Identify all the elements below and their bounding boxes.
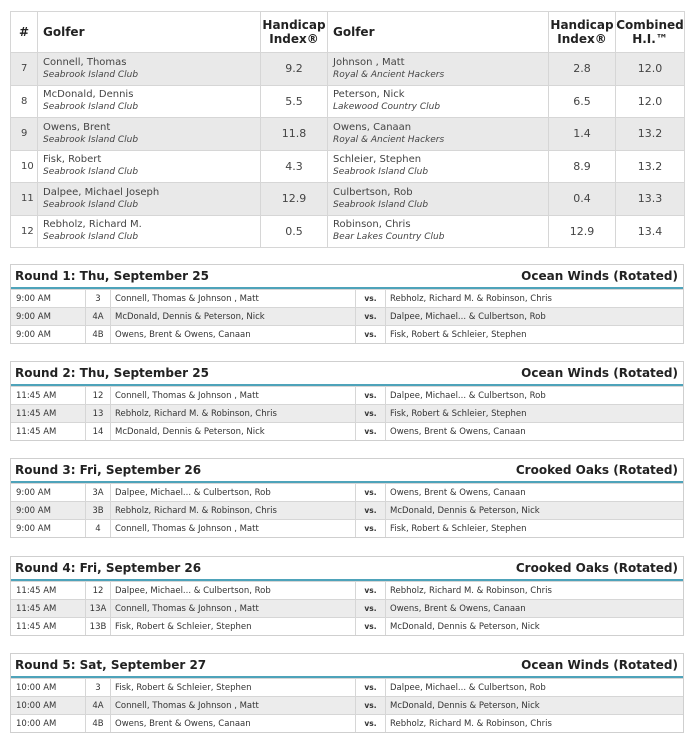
match-row xyxy=(11,714,683,732)
golfer-2-name[interactable]: Schleier, Stephen xyxy=(333,154,422,166)
round-course: Ocean Winds (Rotated) xyxy=(521,366,678,380)
match-row xyxy=(11,519,683,537)
match-hole: 12 xyxy=(86,387,111,404)
col-header-golfer-2: Golfer xyxy=(328,12,549,53)
team-number: 12 xyxy=(11,215,38,248)
match-hole: 4B xyxy=(86,326,111,343)
golfer-1-handicap: 11.8 xyxy=(261,118,328,151)
match-hole: 3A xyxy=(86,484,111,501)
match-row xyxy=(11,483,683,501)
match-team-2[interactable]: McDonald, Dennis & Peterson, Nick xyxy=(390,505,540,516)
golfer-1-name[interactable]: Fisk, Robert xyxy=(43,154,102,166)
round-title: Round 1: Thu, September 25 xyxy=(15,269,209,283)
combined-handicap: 13.4 xyxy=(616,215,685,248)
golfer-2-cell xyxy=(328,118,549,151)
match-hole: 13A xyxy=(86,600,111,617)
round-1-panel xyxy=(10,264,684,344)
golfer-1-cell xyxy=(38,183,261,216)
golfer-2-handicap: 8.9 xyxy=(549,150,616,183)
golfer-2-name[interactable]: Robinson, Chris xyxy=(333,219,411,231)
round-header xyxy=(11,557,683,581)
match-row xyxy=(11,599,683,617)
match-time: 9:00 AM xyxy=(11,290,86,307)
match-row xyxy=(11,696,683,714)
golfer-2-cell xyxy=(328,85,549,118)
match-team-2[interactable]: Fisk, Robert & Schleier, Stephen xyxy=(390,408,527,419)
col-header-number: # xyxy=(11,12,38,53)
col-header-combined: Combined H.I.™ xyxy=(616,12,685,53)
match-time: 11:45 AM xyxy=(11,582,86,599)
match-hole: 3 xyxy=(86,679,111,696)
match-time: 9:00 AM xyxy=(11,502,86,519)
match-team-2[interactable]: Rebholz, Richard M. & Robinson, Chris xyxy=(390,293,552,304)
match-team-2[interactable]: Fisk, Robert & Schleier, Stephen xyxy=(390,523,527,534)
match-team-2[interactable]: Fisk, Robert & Schleier, Stephen xyxy=(390,329,527,340)
match-team-2[interactable]: Rebholz, Richard M. & Robinson, Chris xyxy=(390,718,552,729)
golfer-2-handicap: 0.4 xyxy=(549,183,616,216)
round-header xyxy=(11,265,683,289)
team-number: 7 xyxy=(11,53,38,86)
golfer-1-club: Seabrook Island Club xyxy=(43,167,139,178)
golfer-2-club: Lakewood Country Club xyxy=(333,102,441,113)
col-header-golfer-1: Golfer xyxy=(38,12,261,53)
golfer-1-cell xyxy=(38,118,261,151)
combined-handicap: 12.0 xyxy=(616,53,685,86)
match-team-1[interactable]: Rebholz, Richard M. & Robinson, Chris xyxy=(111,405,356,422)
match-team-1[interactable]: Connell, Thomas & Johnson , Matt xyxy=(111,697,356,714)
round-title: Round 2: Thu, September 25 xyxy=(15,366,209,380)
match-vs: vs. xyxy=(356,618,386,635)
round-4-panel xyxy=(10,556,684,636)
match-vs: vs. xyxy=(356,387,386,404)
round-header xyxy=(11,362,683,386)
match-team-2[interactable]: Rebholz, Richard M. & Robinson, Chris xyxy=(390,585,552,596)
match-team-2[interactable]: Dalpee, Michael... & Culbertson, Rob xyxy=(390,311,546,322)
match-team-2[interactable]: Owens, Brent & Owens, Canaan xyxy=(390,603,526,614)
match-time: 11:45 AM xyxy=(11,405,86,422)
match-row xyxy=(11,678,683,696)
match-time: 10:00 AM xyxy=(11,679,86,696)
golfer-1-club: Seabrook Island Club xyxy=(43,69,139,80)
round-course: Ocean Winds (Rotated) xyxy=(521,269,678,283)
match-hole: 13B xyxy=(86,618,111,635)
match-time: 9:00 AM xyxy=(11,326,86,343)
golfer-2-handicap: 6.5 xyxy=(549,85,616,118)
col-header-handicap-2: Handicap Index® xyxy=(549,12,616,53)
match-hole: 12 xyxy=(86,582,111,599)
team-number: 11 xyxy=(11,183,38,216)
golfer-2-name[interactable]: Culbertson, Rob xyxy=(333,186,413,198)
team-row xyxy=(11,53,685,86)
match-team-2[interactable]: Dalpee, Michael... & Culbertson, Rob xyxy=(390,682,546,693)
match-vs: vs. xyxy=(356,582,386,599)
match-hole: 14 xyxy=(86,423,111,440)
golfer-2-name[interactable]: Johnson , Matt xyxy=(333,56,405,68)
combined-handicap: 12.0 xyxy=(616,85,685,118)
match-time: 11:45 AM xyxy=(11,618,86,635)
golfer-2-handicap: 12.9 xyxy=(549,215,616,248)
round-title: Round 4: Fri, September 26 xyxy=(15,561,202,575)
combined-handicap: 13.2 xyxy=(616,150,685,183)
golfer-1-handicap: 4.3 xyxy=(261,150,328,183)
match-time: 9:00 AM xyxy=(11,308,86,325)
match-vs: vs. xyxy=(356,423,386,440)
match-team-2[interactable]: McDonald, Dennis & Peterson, Nick xyxy=(390,621,540,632)
match-hole: 4 xyxy=(86,520,111,537)
round-header xyxy=(11,459,683,483)
teams-header-row xyxy=(11,12,685,53)
golfer-1-name[interactable]: Owens, Brent xyxy=(43,121,111,133)
round-5-panel xyxy=(10,653,684,733)
golfer-2-handicap: 1.4 xyxy=(549,118,616,151)
team-row xyxy=(11,215,685,248)
combined-handicap: 13.3 xyxy=(616,183,685,216)
match-list xyxy=(11,483,683,537)
team-row xyxy=(11,118,685,151)
golfer-2-cell xyxy=(328,150,549,183)
team-number: 8 xyxy=(11,85,38,118)
golfer-2-club: Seabrook Island Club xyxy=(333,199,429,210)
match-time: 11:45 AM xyxy=(11,423,86,440)
match-team-2[interactable]: Owens, Brent & Owens, Canaan xyxy=(390,426,526,437)
golfer-1-club: Seabrook Island Club xyxy=(43,232,139,243)
match-row xyxy=(11,404,683,422)
match-hole: 4B xyxy=(86,715,111,732)
match-row xyxy=(11,325,683,343)
golfer-2-cell xyxy=(328,215,549,248)
team-number: 10 xyxy=(11,150,38,183)
match-row xyxy=(11,617,683,635)
golfer-1-handicap: 9.2 xyxy=(261,53,328,86)
match-team-1[interactable]: Fisk, Robert & Schleier, Stephen xyxy=(111,679,356,696)
team-row xyxy=(11,85,685,118)
golfer-1-handicap: 12.9 xyxy=(261,183,328,216)
golfer-2-club: Seabrook Island Club xyxy=(333,167,429,178)
golfer-1-handicap: 5.5 xyxy=(261,85,328,118)
match-list xyxy=(11,386,683,440)
match-vs: vs. xyxy=(356,326,386,343)
golfer-2-handicap: 2.8 xyxy=(549,53,616,86)
match-hole: 4A xyxy=(86,697,111,714)
match-team-1[interactable]: Connell, Thomas & Johnson , Matt xyxy=(111,520,356,537)
match-row xyxy=(11,307,683,325)
golfer-2-club: Bear Lakes Country Club xyxy=(333,232,445,243)
golfer-2-club: Royal & Ancient Hackers xyxy=(333,134,445,145)
golfer-2-name[interactable]: Peterson, Nick xyxy=(333,89,405,101)
match-time: 9:00 AM xyxy=(11,484,86,501)
match-vs: vs. xyxy=(356,308,386,325)
match-time: 10:00 AM xyxy=(11,697,86,714)
round-2-panel xyxy=(10,361,684,441)
match-time: 10:00 AM xyxy=(11,715,86,732)
match-team-1[interactable]: Dalpee, Michael... & Culbertson, Rob xyxy=(111,484,356,501)
round-title: Round 3: Fri, September 26 xyxy=(15,463,202,477)
match-team-1[interactable]: Dalpee, Michael... & Culbertson, Rob xyxy=(111,582,356,599)
match-hole: 3B xyxy=(86,502,111,519)
match-team-1[interactable]: Connell, Thomas & Johnson , Matt xyxy=(111,600,356,617)
match-time: 11:45 AM xyxy=(11,600,86,617)
golfer-2-club: Royal & Ancient Hackers xyxy=(333,69,445,80)
team-row xyxy=(11,183,685,216)
golfer-2-cell xyxy=(328,53,549,86)
golfer-1-name[interactable]: Rebholz, Richard M. xyxy=(43,219,142,231)
golfer-2-cell xyxy=(328,183,549,216)
match-row xyxy=(11,581,683,599)
golfer-2-name[interactable]: Owens, Canaan xyxy=(333,121,412,133)
round-course: Crooked Oaks (Rotated) xyxy=(515,561,678,575)
round-title: Round 5: Sat, September 27 xyxy=(15,658,207,672)
match-vs: vs. xyxy=(356,697,386,714)
golfer-1-club: Seabrook Island Club xyxy=(43,199,139,210)
golfer-1-handicap: 0.5 xyxy=(261,215,328,248)
match-team-1[interactable]: Connell, Thomas & Johnson , Matt xyxy=(111,290,356,307)
round-3-panel xyxy=(10,458,684,538)
match-vs: vs. xyxy=(356,484,386,501)
teams-body xyxy=(11,53,685,248)
match-row xyxy=(11,386,683,404)
team-number: 9 xyxy=(11,118,38,151)
match-vs: vs. xyxy=(356,520,386,537)
match-team-1[interactable]: Owens, Brent & Owens, Canaan xyxy=(111,326,356,343)
match-row xyxy=(11,501,683,519)
match-team-1[interactable]: McDonald, Dennis & Peterson, Nick xyxy=(111,308,356,325)
golfer-1-club: Seabrook Island Club xyxy=(43,134,139,145)
match-team-1[interactable]: Connell, Thomas & Johnson , Matt xyxy=(111,387,356,404)
match-vs: vs. xyxy=(356,405,386,422)
team-row xyxy=(11,150,685,183)
golfer-1-cell xyxy=(38,150,261,183)
match-vs: vs. xyxy=(356,502,386,519)
match-vs: vs. xyxy=(356,715,386,732)
match-row xyxy=(11,289,683,307)
match-team-2[interactable]: Owens, Brent & Owens, Canaan xyxy=(390,487,526,498)
round-course: Ocean Winds (Rotated) xyxy=(521,658,678,672)
match-list xyxy=(11,678,683,732)
golfer-1-name[interactable]: Dalpee, Michael Joseph xyxy=(43,186,160,198)
golfer-1-cell xyxy=(38,85,261,118)
golfer-1-name[interactable]: McDonald, Dennis xyxy=(43,89,134,101)
match-team-1[interactable]: Rebholz, Richard M. & Robinson, Chris xyxy=(111,502,356,519)
match-team-2[interactable]: Dalpee, Michael... & Culbertson, Rob xyxy=(390,390,546,401)
match-time: 11:45 AM xyxy=(11,387,86,404)
match-team-1[interactable]: McDonald, Dennis & Peterson, Nick xyxy=(111,423,356,440)
match-row xyxy=(11,422,683,440)
match-hole: 3 xyxy=(86,290,111,307)
match-list xyxy=(11,581,683,635)
match-team-2[interactable]: McDonald, Dennis & Peterson, Nick xyxy=(390,700,540,711)
match-vs: vs. xyxy=(356,679,386,696)
col-header-handicap-1: Handicap Index® xyxy=(261,12,328,53)
golfer-1-cell xyxy=(38,215,261,248)
match-time: 9:00 AM xyxy=(11,520,86,537)
match-list xyxy=(11,289,683,343)
match-hole: 4A xyxy=(86,308,111,325)
golfer-1-club: Seabrook Island Club xyxy=(43,102,139,113)
teams-table xyxy=(10,11,685,248)
round-course: Crooked Oaks (Rotated) xyxy=(515,463,678,477)
match-team-1[interactable]: Owens, Brent & Owens, Canaan xyxy=(111,715,356,732)
golfer-1-name[interactable]: Connell, Thomas xyxy=(43,56,127,68)
match-vs: vs. xyxy=(356,600,386,617)
golfer-1-cell xyxy=(38,53,261,86)
match-hole: 13 xyxy=(86,405,111,422)
match-team-1[interactable]: Fisk, Robert & Schleier, Stephen xyxy=(111,618,356,635)
round-header xyxy=(11,654,683,678)
combined-handicap: 13.2 xyxy=(616,118,685,151)
match-vs: vs. xyxy=(356,290,386,307)
